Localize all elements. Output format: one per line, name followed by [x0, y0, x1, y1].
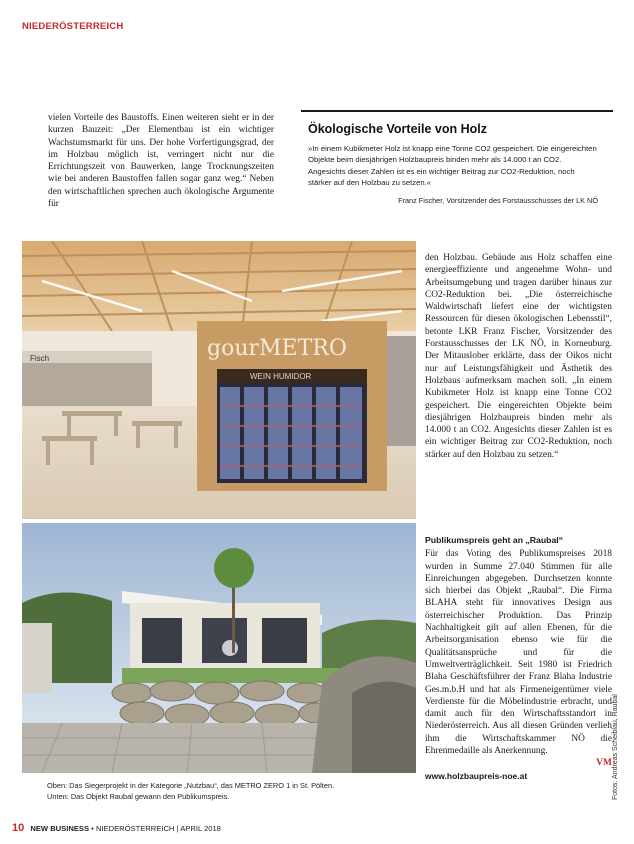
- quote-box-quote: »In einem Kubikmeter Holz ist knapp eine Tonne CO2 gespeichert. Die eingereichten Objekte beim diesjährigen Holzbaupreis binden mehr als 14.000 t an CO2. Angesichts dieser Zahlen ist es ein wichtiger Beitrag zur CO2-Reduktion, noch stärker auf den Holzbau zu setzen.«: [308, 144, 597, 187]
- caption-line-1: Oben: Das Siegerprojekt in der Kategorie „Nutzbau“, das METRO ZERO 1 in St. Pölten.: [47, 781, 335, 790]
- right-column-section: [425, 534, 612, 782]
- quote-box-title: Ökologische Vorteile von Holz: [308, 122, 487, 136]
- wein-humidor-sign: WEIN HUMIDOR: [250, 372, 312, 381]
- left-column-text: vielen Vorteile des Baustoffs. Einen weiteren sieht er in der kurzen Bauzeit: „Der Elementbau ist ein wichtiger Wachstumsmarkt für uns. Der hohe Vorfertigungsgrad, der im Holzbau möglich ist, verringert nicht nur die Errichtungszeit von Bauwerken, lange Trocknungszeiten wie bei anderen Baustoffen fallen sogar ganz weg.“ Neben den wirtschaftlichen sprechen auch ökologische Argumente für: [48, 113, 274, 210]
- quote-box: [301, 110, 613, 219]
- magazine-name: NEW BUSINESS: [30, 824, 90, 833]
- footer-section: NIEDERÖSTERREICH: [95, 824, 175, 833]
- page-number: 10: [12, 822, 25, 834]
- photo-caption: [47, 780, 407, 802]
- publikumspreis-text: Für das Voting des Publikumspreises 2018 wurden in Summe 27.040 Stimmen für alle Einreichungen abgegeben. Durchsetzen konnte sich hierbei das Objekt „Raubal“. Die Firma BLAHA steht für innovatives Design aus österreichischer Produktion. Das Prinzip Nachhaltigkeit gilt auf allen Ebenen, für die Arbeitsorganisation ebenso wie für die Qualitätsansprüche und für die Umweltverträglichkeit. Seit 1980 ist Friedrich Blaha Geschäftsführer der Franz Blaha Industrie Ges.m.b.H und hat als Firmeneigentümer viele Verdienste für die Möbelindustrie erbracht, und damit auch für den Wirtschaftsstandort in Niederösterreich. Aus all diesen Gründen verlieh ihm die Wirtschaftskammer NÖ die Ehrenmedaille als Anerkennung.: [425, 549, 612, 757]
- quote-box-author: Franz Fischer, Vorsitzender des Forstausschusses der LK NÖ: [398, 196, 598, 205]
- footer-separator-bar: |: [176, 824, 181, 833]
- section-label: NIEDERÖSTERREICH: [22, 21, 124, 32]
- author-initials: VM: [596, 758, 612, 769]
- subhead-publikumspreis: Publikumspreis geht an „Raubal“: [425, 535, 564, 545]
- footer-separator-dot: •: [91, 824, 96, 833]
- footer-issue: APRIL 2018: [180, 824, 221, 833]
- photo-metro-interior: [22, 241, 416, 519]
- right-column-text: den Holzbau. Gebäude aus Holz schaffen eine energieeffiziente und angenehme Wohn- und Arbeitsumgebung und tragen darüber hinaus zur CO2-Reduktion bei. „Die österreichische Waldwirtschaft liefert eine der wichtigsten Ressourcen für diesen ökologischen Lebensstil“, betonte LKR Franz Fischer, Vorsitzender des Forstausschusses der LK NÖ, in Korneuburg. Der Mitauslober erklärte, dass der Oikos nicht nur auf Leistungsfähigkeit und Ästhetik des Holzbaus aufmerksam machen soll. „In einem Kubikmeter Holz ist knapp eine Tonne CO2 gespeichert. Die eingereichten Objekte beim diesjährigen Holzbaupreis binden mehr als 14.000 t an CO2. Angesichts dieser Zahlen ist es ein wichtiger Beitrag zur CO2-Reduktion, noch stärker auf den Holzbau zu setzen.“: [425, 253, 612, 460]
- caption-line-2: Unten: Das Objekt Raubal gewann den Publikumspreis.: [47, 792, 230, 802]
- photo-raubal-house: [22, 523, 416, 773]
- footer: [12, 822, 221, 834]
- gourmetro-sign: gourMETRO: [207, 336, 347, 361]
- website-link[interactable]: www.holzbaupreis-noe.at: [425, 770, 528, 781]
- photo-credit: Fotos: Andreas Scheiblau, Raubal: [612, 694, 619, 800]
- store-label: Fisch: [30, 354, 50, 363]
- metro-interior-illustration: [22, 241, 416, 519]
- house-illustration: [22, 523, 416, 773]
